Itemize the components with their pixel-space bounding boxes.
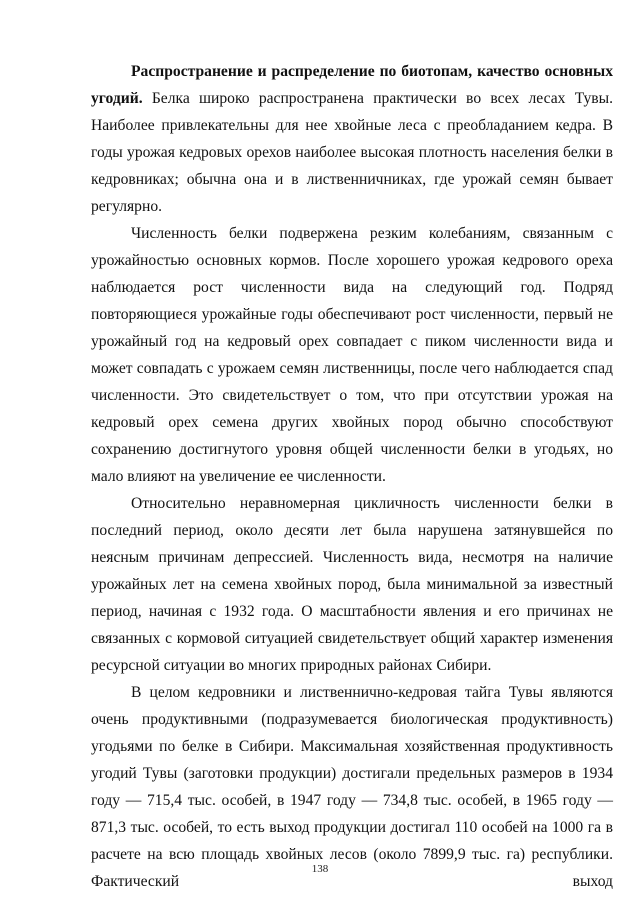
paragraph-text: Белка широко распространена практически во всех лесах Тувы. Наиболее привлекательны для нее хвойные леса с преобладанием кедра. В годы урожая кедровых орехов наиболее высокая плотность населения белки в кедровниках; обычна она и в лиственничниках, где урожай семян бывает регулярно. bbox=[91, 90, 613, 215]
paragraph-cyclicity: Относительно неравномерная цикличность численности белки в последний период, около десяти лет была нарушена затянувшейся по неясным причинам депрессией. Численность вида, несмотря на наличие урожайных лет на семена хвойных пород, была минимальной за известный период, начиная с 1932 года. О масштабности явления и его причинах не связанных с кормовой ситуацией свидетельствует общий характер изменения ресурсной ситуации во многих природных районах Сибири. bbox=[91, 495, 613, 674]
paragraph-distribution bbox=[91, 58, 613, 220]
body-text bbox=[91, 58, 613, 895]
section-heading: Распространение и распределение по биотопам, качество основных угодий. bbox=[91, 63, 613, 107]
page-number: 138 bbox=[311, 863, 329, 875]
paragraph-productivity: В целом кедровники и лиственнично-кедровая тайга Тувы являются очень продуктивными (подразумевается биологическая продуктивность) угодьями по белке в Сибири. Максимальная хозяйственная продуктивность угодий Тувы (заготовки продукции) достигали предельных размеров в 1934 году — 715,4 тыс. особей, в 1947 году — 734,8 тыс. особей, в 1965 году — 871,3 тыс. особей, то есть выход продукции достигал 110 особей на 1000 га в расчете на всю площадь хвойных лесов (около 7899,9 тыс. га) республики. Фактический выход bbox=[91, 684, 613, 890]
paragraph-population-fluctuations: Численность белки подвержена резким колебаниям, связанным с урожайностью основных кормов. После хорошего урожая кедрового ореха наблюдается рост численности вида на следующий год. Подряд повторяющиеся урожайные годы обеспечивают рост численности, первый не урожайный год на кедровый орех совпадает с пиком численности вида и может совпадать с урожаем семян лиственницы, после чего наблюдается спад численности. Это свидетельствует о том, что при отсутствии урожая на кедровый орех семена других хвойных пород обычно способствуют сохранению достигнутого уровня общей численности белки в угодьях, но мало влияют на увеличение ее численности. bbox=[91, 225, 613, 485]
